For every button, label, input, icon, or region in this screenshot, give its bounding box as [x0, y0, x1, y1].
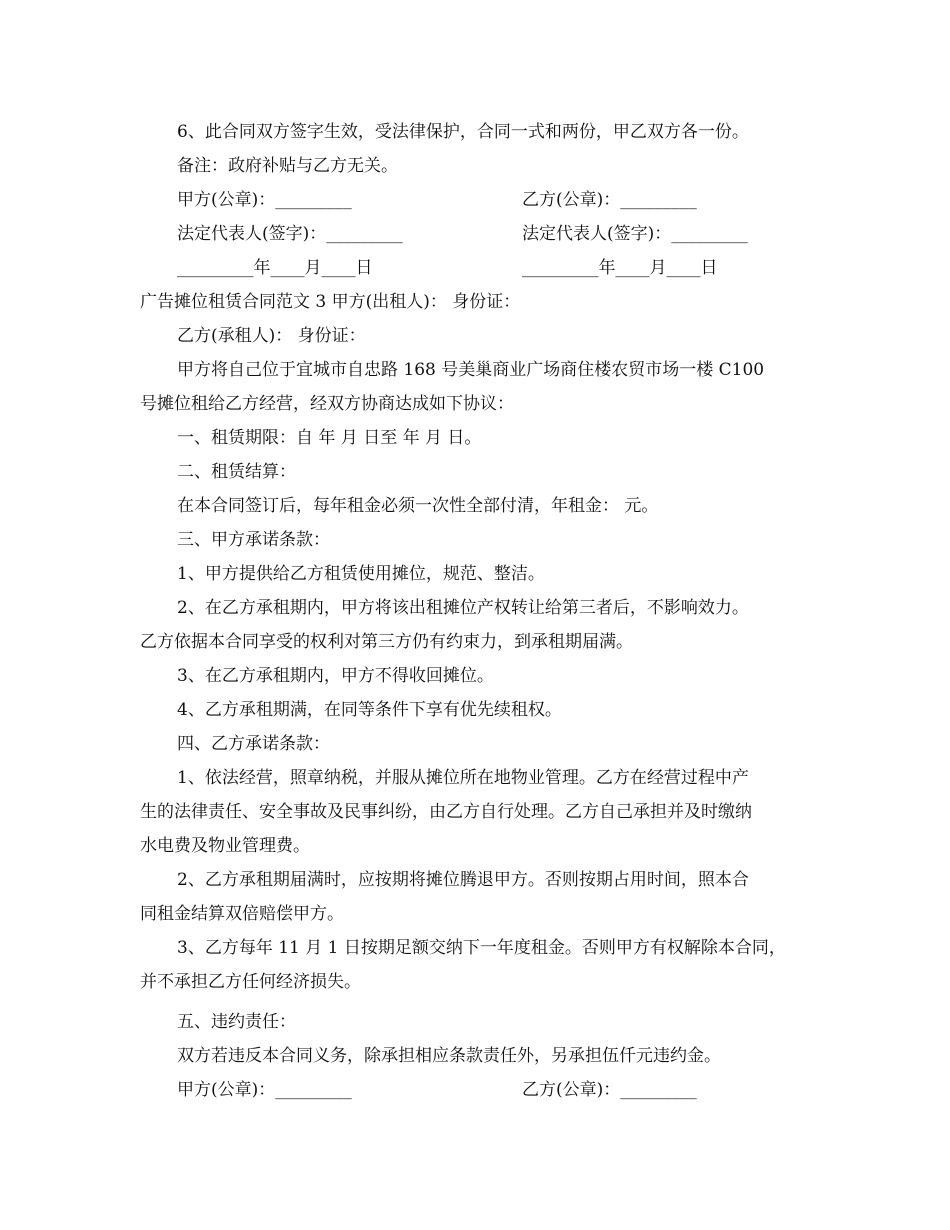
party-b-clause-3-line-2: 并不承担乙方任何经济损失。	[140, 972, 361, 992]
party-a-seal-field: 甲方(公章)：_________	[177, 190, 352, 210]
party-b-clause-2-line-2: 同租金结算双倍赔偿甲方。	[140, 904, 344, 924]
party-a-clause-4: 4、乙方承租期满，在同等条件下享有优先续租权。	[177, 700, 562, 720]
party-b-clause-3-line-1: 3、乙方每年 11 月 1 日按期足额交纳下一年度租金。否则甲方有权解除本合同，	[177, 938, 786, 958]
party-b-seal-field: 乙方(公章)：_________	[522, 190, 697, 210]
party-a-seal-field: 甲方(公章)：_________	[177, 1080, 352, 1100]
clause-6-effectivity: 6、此合同双方签字生效，受法律保护，合同一式和两份，甲乙双方各一份。	[177, 122, 749, 142]
party-a-clause-2-line-2: 乙方依据本合同享受的权利对第三方仍有约束力，到承租期届满。	[140, 632, 633, 652]
party-a-clause-1: 1、甲方提供给乙方租赁使用摊位，规范、整洁。	[177, 564, 545, 584]
party-a-clause-2-line-1: 2、在乙方承租期内，甲方将该出租摊位产权转让给第三者后，不影响效力。	[177, 598, 749, 618]
party-a-representative-field: 法定代表人(签字)：_________	[177, 224, 403, 244]
party-b-date-field: _________年____月____日	[522, 258, 718, 278]
lease-intro-line-2: 号摊位租给乙方经营，经双方协商达成如下协议：	[140, 394, 514, 414]
penalty-clause: 双方若违反本合同义务，除承担相应条款责任外，另承担伍仟元违约金。	[177, 1046, 721, 1066]
party-b-clause-2-line-1: 2、乙方承租期届满时，应按期将摊位腾退甲方。否则按期占用时间，照本合	[177, 870, 749, 890]
party-a-date-field: _________年____月____日	[177, 258, 373, 278]
section-4-heading: 四、乙方承诺条款：	[177, 734, 330, 754]
remark-subsidy: 备注：政府补贴与乙方无关。	[177, 156, 398, 176]
party-b-clause-1-line-3: 水电费及物业管理费。	[140, 836, 310, 856]
lease-intro-line-1: 甲方将自己位于宜城市自忠路 168 号美巢商业广场商住楼农贸市场一楼 C100	[177, 360, 765, 380]
section-2-heading: 二、租赁结算：	[177, 462, 296, 482]
party-b-seal-field: 乙方(公章)：_________	[522, 1080, 697, 1100]
rent-payment-line: 在本合同签订后，每年租金必须一次性全部付清，年租金： 元。	[177, 496, 659, 516]
party-b-identity: 乙方(承租人)： 身份证：	[177, 326, 366, 346]
party-b-representative-field: 法定代表人(签字)：_________	[522, 224, 748, 244]
party-a-clause-3: 3、在乙方承租期内，甲方不得收回摊位。	[177, 666, 494, 686]
section-5-heading: 五、违约责任：	[177, 1012, 296, 1032]
section-3-heading: 三、甲方承诺条款：	[177, 530, 330, 550]
section-1-lease-term: 一、租赁期限：自 年 月 日至 年 月 日。	[177, 428, 482, 448]
contract-3-heading: 广告摊位租赁合同范文 3 甲方(出租人)： 身份证：	[140, 292, 521, 312]
party-b-clause-1-line-1: 1、依法经营，照章纳税，并服从摊位所在地物业管理。乙方在经营过程中产	[177, 768, 749, 788]
party-b-clause-1-line-2: 生的法律责任、安全事故及民事纠纷，由乙方自行处理。乙方自己承担并及时缴纳	[140, 802, 752, 822]
